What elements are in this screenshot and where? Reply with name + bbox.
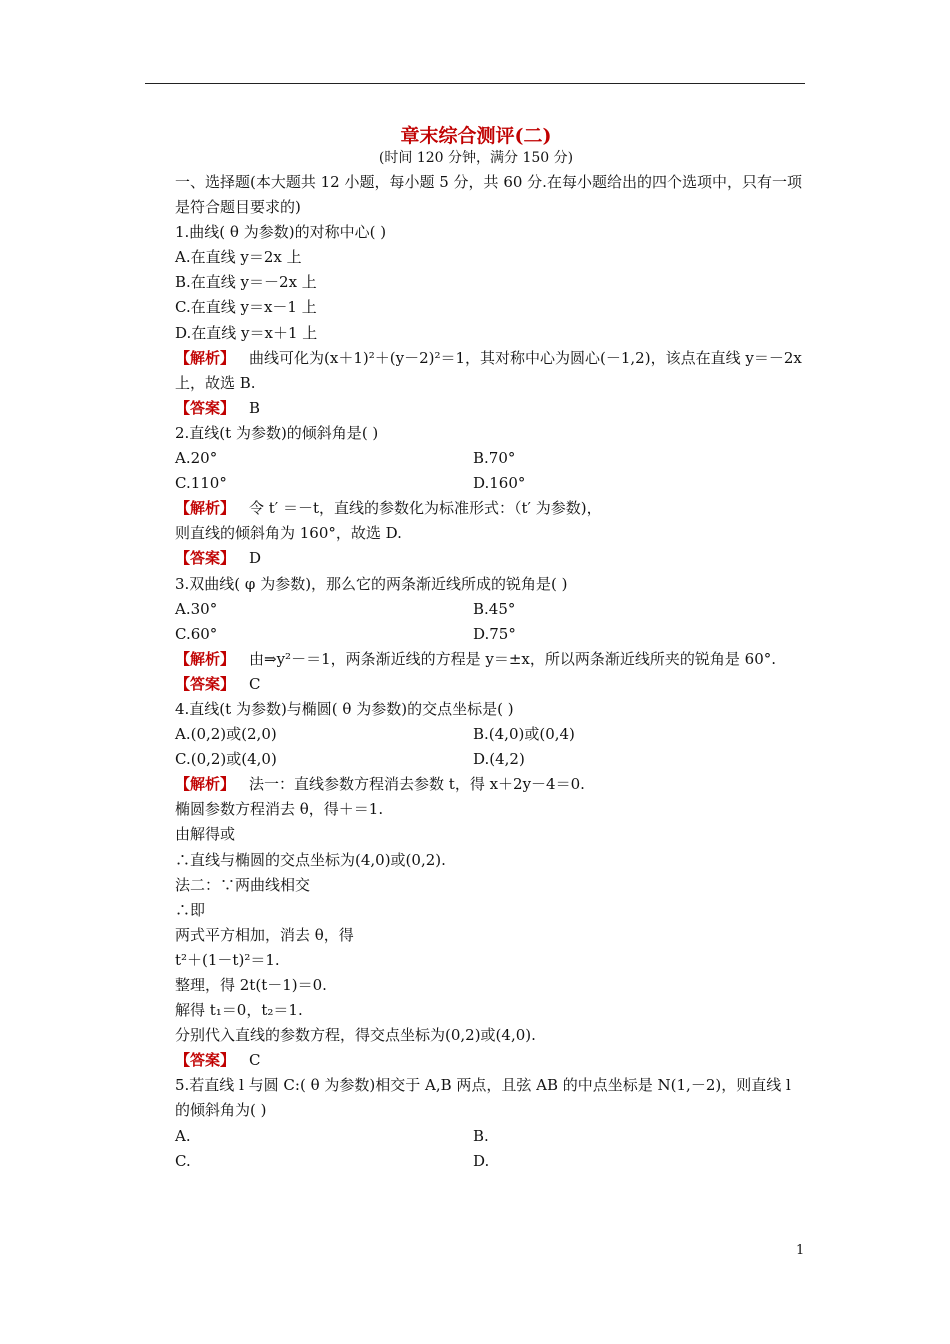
q1-answer-value: B [249,398,261,417]
question-4-stem: 4.直线(t 为参数)与椭圆( θ 为参数)的交点坐标是( ) [175,699,514,718]
q4-analysis-line-10: 解得 t₁＝0，t₂＝1. [175,1001,303,1020]
q4-analysis-line-2: 椭圆参数方程消去 θ，得＋＝1. [175,800,384,819]
q4-analysis-line-3: 由解得或 [175,825,236,844]
section-intro: 一、选择题(本大题共 12 小题，每小题 5 分，共 60 分.在每小题给出的四个选项中，只有一项是符合题目要求的) [175,173,802,217]
q3-option-c: C.60° [175,624,218,643]
q3-option-a: A.30° [175,599,218,618]
q1-option-a: A.在直线 y＝2x 上 [175,248,302,267]
answer-label: 【答案】 [175,549,236,568]
page-subtitle: (时间 120 分钟，满分 150 分) [378,150,574,166]
q1-analysis [145,346,807,396]
q5-option-c: C. [175,1151,191,1170]
q4-analysis-line-9: 整理，得 2t(t－1)＝0. [175,976,327,994]
answer-label: 【答案】 [175,1051,236,1070]
q5-option-a: A. [175,1126,191,1145]
q2-option-b: B.70° [473,449,516,468]
q3-answer [145,672,807,697]
q2-option-a: A.20° [175,449,218,468]
q3-options-row-2 [145,622,807,647]
q5-option-b: B. [473,1126,489,1145]
answer-label: 【答案】 [175,398,236,417]
q3-option-d: D.75° [473,624,516,643]
q1-option-d: D.在直线 y＝x＋1 上 [175,323,318,342]
question-1-stem: 1.曲线( θ 为参数)的对称中心( ) [175,223,387,242]
page-content [145,124,807,1174]
q3-answer-value: C [249,674,261,693]
page-title: 章末综合测评(二) [400,125,552,147]
q4-analysis-line-6: ∴即 [175,900,206,919]
q4-analysis-line-11: 分别代入直线的参数方程，得交点坐标为(0,2)或(4,0). [175,1026,536,1045]
q2-option-c: C.110° [175,474,227,493]
q4-analysis-line-1 [145,772,807,797]
question-5-stem: 5.若直线 l 与圆 C:( θ 为参数)相交于 A,B 两点，且弦 AB 的中点坐标是 N(1,－2)，则直线 l 的倾斜角为( ) [175,1076,791,1120]
q4-analysis-line-4: ∴直线与椭圆的交点坐标为(4,0)或(0,2). [175,850,446,869]
analysis-label: 【解析】 [175,649,236,668]
q4-options-row-2 [145,747,807,772]
q2-answer-value: D [249,549,262,568]
q4-answer [145,1048,807,1073]
q1-answer [145,396,807,421]
analysis-label: 【解析】 [175,775,236,794]
q4-option-d: D.(4,2) [473,750,525,769]
q2-option-d: D.160° [473,474,526,493]
q5-option-d: D. [473,1151,490,1170]
q1-option-c: C.在直线 y＝x－1 上 [175,298,317,317]
q2-analysis-line-1 [145,496,807,521]
q4-option-a: A.(0,2)或(2,0) [175,725,277,744]
q2-options-row-1 [145,446,807,471]
question-2-stem: 2.直线(t 为参数)的倾斜角是( ) [175,423,379,442]
q3-options-row-1 [145,597,807,622]
q5-options-row-1 [145,1124,807,1149]
q2-analysis-line-2: 则直线的倾斜角为 160°，故选 D. [175,524,402,543]
q5-options-row-2 [145,1149,807,1174]
question-3-stem: 3.双曲线( φ 为参数)，那么它的两条渐近线所成的锐角是( ) [175,574,568,593]
q3-option-b: B.45° [473,599,516,618]
q1-analysis-text: 曲线可化为(x＋1)²＋(y－2)²＝1，其对称中心为圆心(－1,2)，该点在直线 y＝－2x 上，故选 B. [175,348,802,392]
header-rule [145,83,805,84]
q2-analysis-text-1: 令 t′ ＝－t，直线的参数化为标准形式：（t′ 为参数)， [249,499,602,518]
q2-answer [145,546,807,571]
answer-label: 【答案】 [175,674,236,693]
q2-options-row-2 [145,471,807,496]
q4-option-b: B.(4,0)或(0,4) [473,725,575,744]
q4-analysis-line-5: 法二：∵两曲线相交 [175,875,311,894]
q1-option-b: B.在直线 y＝－2x 上 [175,273,317,292]
q3-analysis-text: 由⇒y²－＝1，两条渐近线的方程是 y＝±x，所以两条渐近线所夹的锐角是 60°. [249,649,777,668]
analysis-label: 【解析】 [175,499,236,518]
q4-analysis-line-7: 两式平方相加，消去 θ，得 [175,925,354,944]
q4-options-row-1 [145,722,807,747]
q4-option-c: C.(0,2)或(4,0) [175,750,277,769]
q4-analysis-text-1: 法一：直线参数方程消去参数 t，得 x＋2y－4＝0. [249,775,585,794]
q3-analysis [145,647,807,672]
analysis-label: 【解析】 [175,348,236,367]
page-number: 1 [796,1243,805,1258]
q4-analysis-line-8: t²＋(1－t)²＝1. [175,950,280,969]
q4-answer-value: C [249,1051,261,1070]
